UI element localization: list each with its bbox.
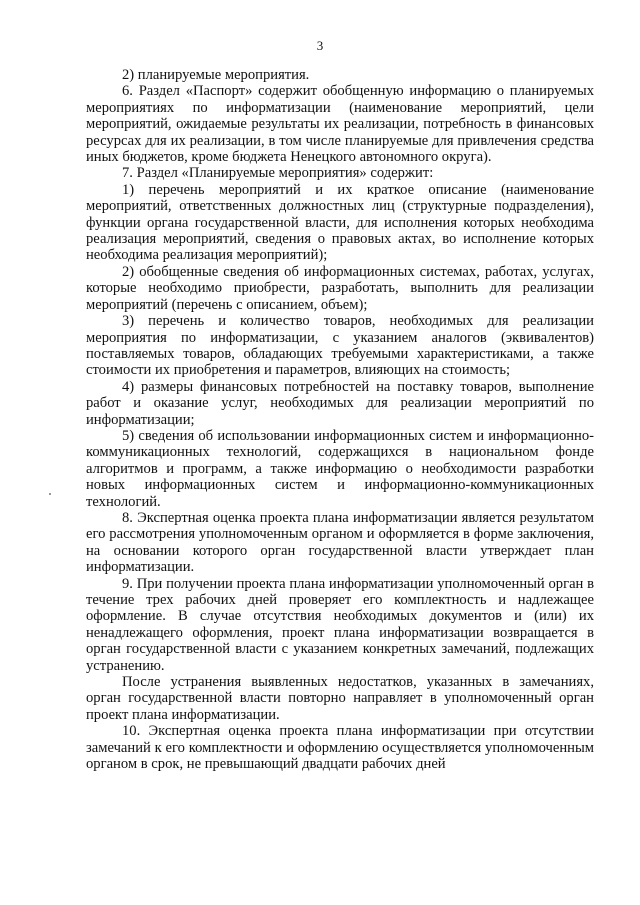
list-item-4-financial-needs: 4) размеры финансовых потребностей на поставку товаров, выполнение работ и оказание услуг, необходимых для реализации мероприятий по информатизации; xyxy=(86,378,594,428)
paragraph-10-assessment-term: 10. Экспертная оценка проекта плана информатизации при отсутствии замечаний к его комплектности и оформлению осуществляется уполномоченным органом в срок, не превышающий двадцати рабочих дней xyxy=(86,723,594,773)
list-item-3-goods-list: 3) перечень и количество товаров, необходимых для реализации мероприятия по информатизации, с указанием аналогов (эквивалентов) поставляемых товаров, обладающих требуемыми характеристиками, а также стоимости их приобретения и параметров, влияющих на стоимость; xyxy=(86,313,594,379)
list-item-2-information-systems: 2) обобщенные сведения об информационных системах, работах, услугах, которые необходимо приобрести, разработать, выполнить для реализации мероприятий (перечень с описанием, объем); xyxy=(86,263,594,313)
paragraph-8-expert-assessment: 8. Экспертная оценка проекта плана информатизации является результатом его рассмотрения уполномоченным органом и оформляется в форме заключения, на основании которого орган государственной власти утверждает план информатизации. xyxy=(86,509,594,576)
paragraph-6-passport-section: 6. Раздел «Паспорт» содержит обобщенную информацию о планируемых мероприятиях по информатизации (наименование мероприятий, цели мероприятий, ожидаемые результаты их реализации, потребность в финансовых ресурсах для их реализации, в том числе планируемые для привлечения средства иных бюджетов, кроме бюджета Ненецкого автономного округа). xyxy=(86,83,594,166)
document-body xyxy=(86,67,594,772)
paragraph-resubmission: После устранения выявленных недостатков, указанных в замечаниях, орган государственной власти повторно направляет в уполномоченный орган проект плана информатизации. xyxy=(86,674,594,723)
paragraph-7-planned-measures-section: 7. Раздел «Планируемые мероприятия» содержит: xyxy=(122,165,434,182)
paragraph-9-project-receipt: 9. При получении проекта плана информатизации уполномоченный орган в течение трех рабочих дней проверяет его комплектность и надлежащее оформление. В случае отсутствия необходимых документов и (или) их ненадлежащего оформления, проект плана информатизации возвращается в орган государственной власти с указанием конкретных замечаний, подлежащих устранению. xyxy=(86,575,594,674)
margin-mark xyxy=(49,493,51,495)
page-number: 3 xyxy=(316,38,324,53)
paragraph-item-2-planned-measures: 2) планируемые мероприятия. xyxy=(122,67,310,83)
list-item-1-measures-list: 1) перечень мероприятий и их краткое описание (наименование мероприятий, ответственных должностных лиц (структурные подразделения), функции органа государственной власти, для исполнения которых необходима реализация мероприятий, сведения о правовых актах, во исполнение которых необходима реализация мероприятий); xyxy=(86,181,594,264)
list-item-5-systems-usage: 5) сведения об использовании информационных систем и информационно-коммуникационных технологий, содержащихся в национальном фонде алгоритмов и программ, а также информацию о необходимости разработки новых информационных систем и информационно-коммуникационных технологий. xyxy=(86,427,594,510)
